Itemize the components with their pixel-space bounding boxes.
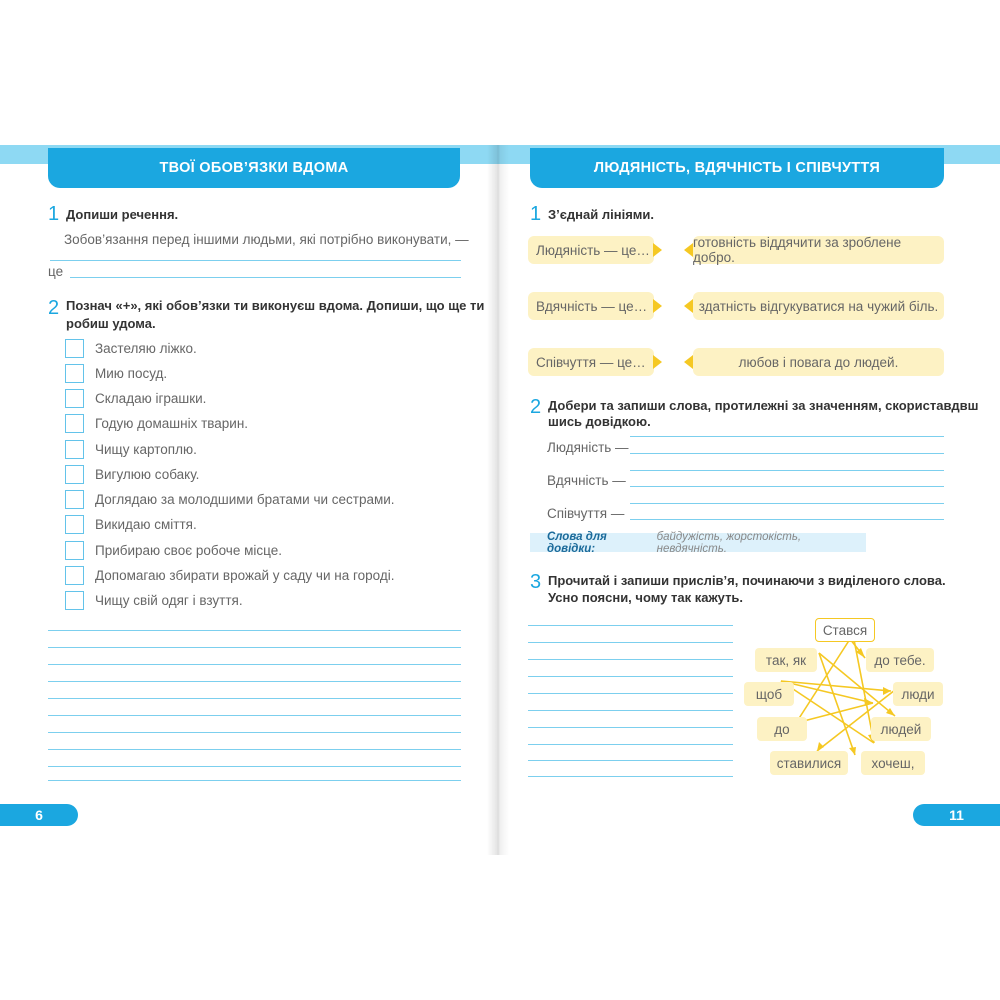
checkbox[interactable]: [65, 465, 84, 484]
answer-line[interactable]: [50, 260, 461, 261]
page-title: ЛЮДЯНІСТЬ, ВДЯЧНІСТЬ І СПІВЧУТТЯ: [530, 148, 944, 188]
chore-item: [65, 388, 206, 408]
answer-line[interactable]: [48, 766, 461, 767]
answer-line[interactable]: [48, 647, 461, 648]
task-instruction: З’єднай лініями.: [548, 207, 655, 222]
match-right-label: любов і повага до людей.: [738, 354, 899, 370]
checkbox[interactable]: [65, 389, 84, 408]
star-connector-lines: [497, 145, 1000, 855]
antonym-label: Співчуття —: [547, 506, 625, 521]
chore-item: [65, 489, 395, 509]
chore-label: Складаю іграшки.: [95, 390, 207, 406]
chore-item: [65, 338, 197, 358]
proverb-word[interactable]: щоб: [744, 682, 794, 706]
checkbox[interactable]: [65, 414, 84, 433]
task-instruction-line1: Прочитай і запиши прислів’я, починаючи з виділеного слова.: [548, 573, 946, 588]
chore-label: Годую домашніх тварин.: [95, 415, 249, 431]
task-number: 2: [48, 297, 60, 319]
chore-item: [65, 363, 167, 383]
answer-line[interactable]: [48, 715, 461, 716]
task-number: 3: [530, 571, 542, 593]
checkbox[interactable]: [65, 440, 84, 459]
chore-label: Чищу картоплю.: [95, 441, 197, 457]
page-number: 11: [913, 804, 1000, 826]
task-sentence: Зобов’язання перед іншими людьми, які потрібно виконувати, —: [64, 232, 469, 247]
chore-label: Прибираю своє робоче місце.: [95, 542, 282, 558]
antonym-label: Вдячність —: [547, 473, 626, 488]
chore-item: [65, 514, 197, 534]
match-right-label: здатність відгукуватися на чужий біль.: [698, 298, 939, 314]
proverb-word[interactable]: ставилися: [770, 751, 848, 775]
chore-label: Допомагаю збирати врожай у саду чи на городі.: [95, 567, 395, 583]
chore-label: Доглядаю за молодшими братами чи сестрами.: [95, 491, 395, 507]
chore-label: Застеляю ліжко.: [95, 340, 197, 356]
proverb-word[interactable]: людей: [871, 717, 931, 741]
page-number: 6: [0, 804, 78, 826]
task-number: 1: [48, 203, 60, 225]
checkbox[interactable]: [65, 515, 84, 534]
answer-line[interactable]: [48, 664, 461, 665]
answer-line[interactable]: [48, 732, 461, 733]
proverb-word[interactable]: так, як: [755, 648, 817, 672]
chore-item: [65, 590, 243, 610]
task-continuation: це: [48, 264, 64, 279]
chore-item: [65, 439, 197, 459]
book-gutter: [487, 145, 509, 855]
hint-words: байдужість, жорстокість, невдячність.: [656, 530, 802, 555]
task-instruction-line2: робиш удома.: [66, 316, 156, 331]
checkbox[interactable]: [65, 490, 84, 509]
hint-label: Слова для довідки:: [547, 530, 607, 555]
proverb-word[interactable]: хочеш,: [861, 751, 925, 775]
task-instruction-line1: Добери та запиши слова, протилежні за значенням, скориставдвш: [548, 398, 979, 413]
answer-line[interactable]: [48, 698, 461, 699]
checkbox[interactable]: [65, 541, 84, 560]
chore-item: [65, 464, 199, 484]
chore-label: Вигулюю собаку.: [95, 466, 200, 482]
proverb-word[interactable]: до: [757, 717, 807, 741]
proverb-word[interactable]: до тебе.: [866, 648, 934, 672]
match-left-label: Співчуття — це…: [536, 354, 646, 370]
answer-line[interactable]: [48, 749, 461, 750]
checkbox[interactable]: [65, 364, 84, 383]
task-instruction: Допиши речення.: [66, 207, 179, 222]
answer-line[interactable]: [48, 630, 461, 631]
task-number: 1: [530, 203, 542, 225]
chore-item: [65, 413, 248, 433]
proverb-word[interactable]: люди: [893, 682, 943, 706]
chore-item: [65, 565, 394, 585]
proverb-start-word[interactable]: Стався: [815, 618, 875, 642]
match-left-label: Вдячність — це…: [536, 298, 648, 314]
antonym-label: Людяність —: [547, 440, 629, 455]
match-left-label: Людяність — це…: [536, 242, 650, 258]
chore-label: Мию посуд.: [95, 365, 168, 381]
page-title: ТВОЇ ОБОВ’ЯЗКИ ВДОМА: [48, 148, 460, 188]
left-page: [0, 145, 497, 855]
task-instruction-line2: Усно поясни, чому так кажуть.: [548, 590, 744, 605]
chore-label: Викидаю сміття.: [95, 516, 197, 532]
checkbox[interactable]: [65, 591, 84, 610]
checkbox[interactable]: [65, 339, 84, 358]
answer-line[interactable]: [70, 277, 461, 278]
match-right-label: готовність віддячити за зроблене добро.: [693, 235, 902, 265]
task-number: 2: [530, 396, 542, 418]
workbook-spread: [0, 145, 1000, 855]
chore-label: Чищу свій одяг і взуття.: [95, 592, 243, 608]
chore-item: [65, 540, 282, 560]
checkbox[interactable]: [65, 566, 84, 585]
task-instruction-line2: шись довідкою.: [548, 414, 651, 429]
answer-line[interactable]: [48, 780, 461, 781]
task-instruction-line1: Познач «+», які обов’язки ти виконуєш вдома. Допиши, що ще ти: [66, 298, 485, 313]
answer-line[interactable]: [48, 681, 461, 682]
right-page: [497, 145, 1000, 855]
